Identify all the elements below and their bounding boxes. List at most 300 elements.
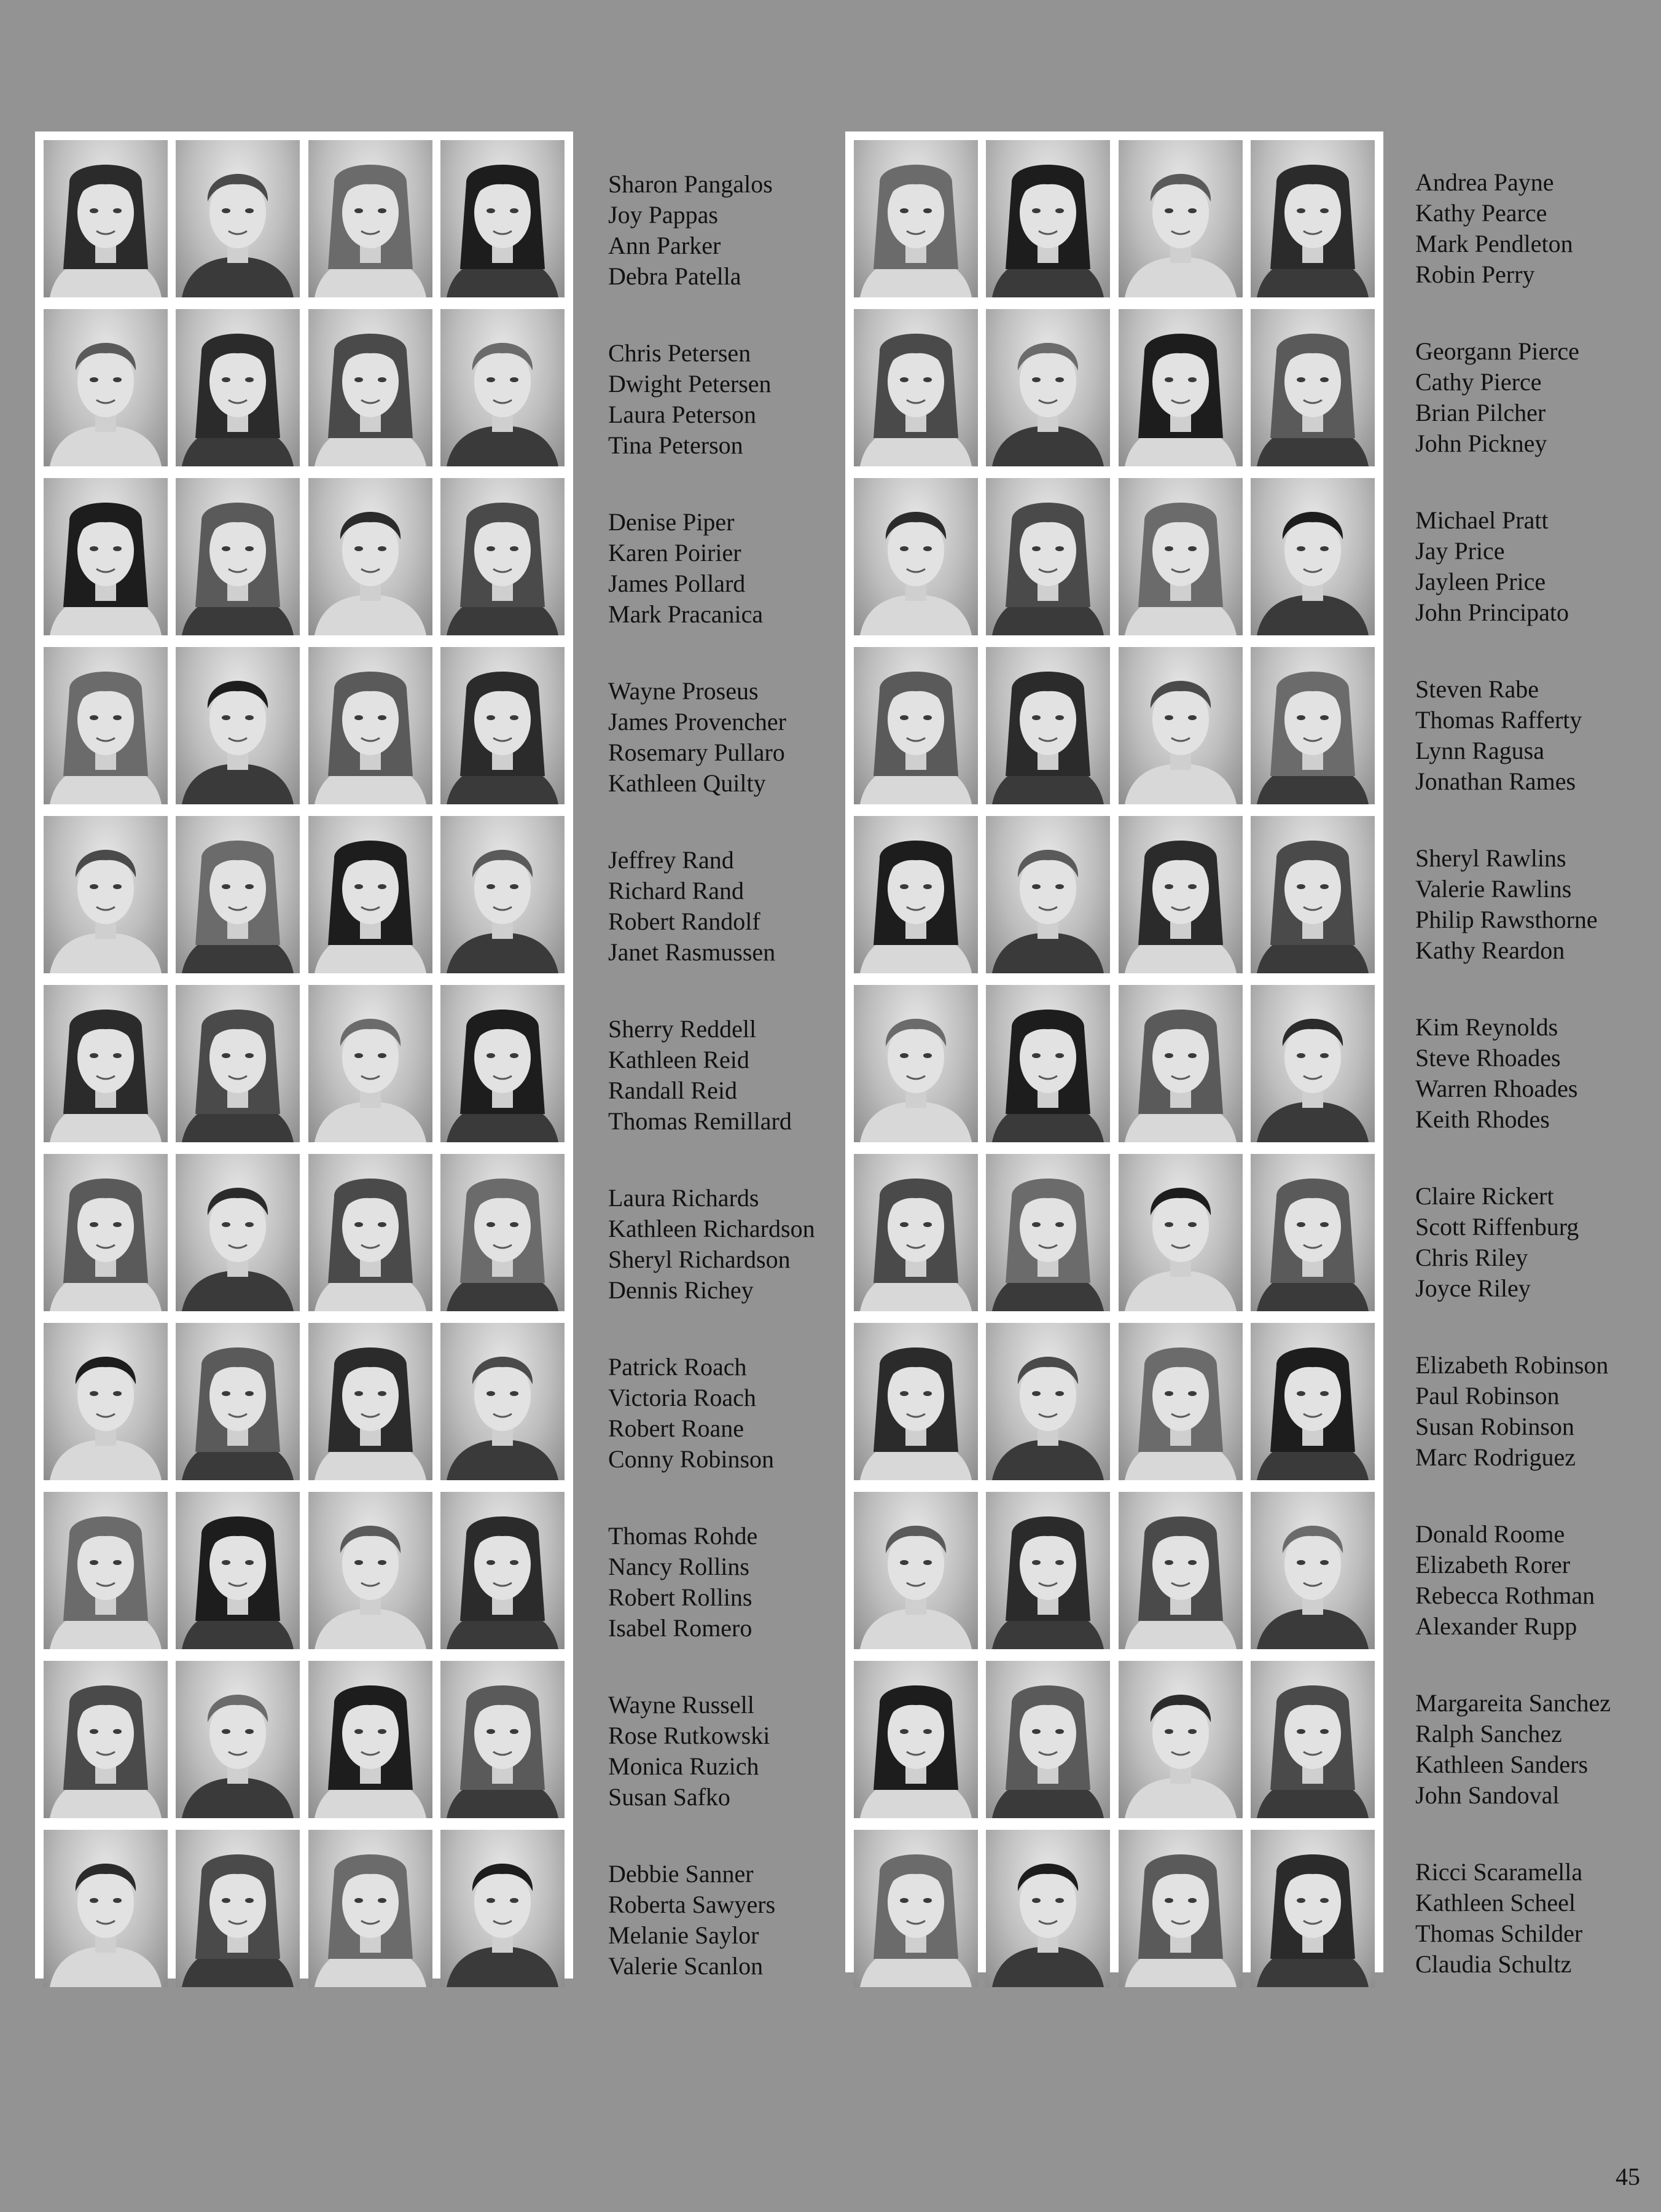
- portrait-graphic: [440, 1492, 565, 1649]
- portrait-graphic: [1251, 140, 1375, 297]
- student-name: Thomas Rafferty: [1415, 706, 1582, 734]
- student-name: James Pollard: [608, 570, 746, 597]
- student-portrait: [986, 1492, 1110, 1649]
- student-name: Monica Ruzich: [608, 1752, 759, 1780]
- student-name: Debbie Sanner: [608, 1860, 754, 1888]
- student-name: Georgann Pierce: [1415, 337, 1579, 365]
- portrait-graphic: [1119, 309, 1243, 466]
- student-name: Kathleen Scheel: [1415, 1889, 1576, 1916]
- student-portrait: [1251, 647, 1375, 804]
- photo-row: [854, 1492, 1375, 1649]
- name-group: [1415, 336, 1661, 459]
- portrait-graphic: [176, 647, 300, 804]
- name-group: [1415, 1350, 1661, 1473]
- student-name: Ann Parker: [608, 232, 721, 259]
- student-name: Robert Roane: [608, 1414, 745, 1442]
- student-portrait: [1251, 1154, 1375, 1311]
- student-portrait: [1119, 647, 1243, 804]
- portrait-graphic: [986, 1830, 1110, 1987]
- portrait-graphic: [1251, 1661, 1375, 1818]
- student-portrait: [854, 309, 978, 466]
- student-portrait: [986, 647, 1110, 804]
- portrait-graphic: [308, 816, 432, 973]
- portrait-graphic: [44, 647, 168, 804]
- student-portrait: [440, 1323, 565, 1480]
- student-portrait: [1119, 478, 1243, 635]
- student-portrait: [1251, 1492, 1375, 1649]
- portrait-graphic: [854, 478, 978, 635]
- student-portrait: [308, 647, 432, 804]
- student-name: John Sandoval: [1415, 1781, 1560, 1809]
- student-portrait: [44, 1323, 168, 1480]
- student-name: James Provencher: [608, 708, 786, 735]
- student-portrait: [1251, 478, 1375, 635]
- portrait-graphic: [440, 309, 565, 466]
- student-name: Tina Peterson: [608, 431, 743, 459]
- student-name: Lynn Ragusa: [1415, 737, 1544, 764]
- portrait-graphic: [44, 478, 168, 635]
- student-portrait: [1119, 1830, 1243, 1987]
- student-portrait: [176, 1830, 300, 1987]
- student-portrait: [44, 985, 168, 1142]
- portrait-graphic: [440, 140, 565, 297]
- student-name: Valerie Scanlon: [608, 1952, 764, 1980]
- portrait-graphic: [308, 140, 432, 297]
- portrait-graphic: [440, 1661, 565, 1818]
- student-portrait: [308, 1492, 432, 1649]
- student-portrait: [176, 816, 300, 973]
- student-name: Dwight Petersen: [608, 370, 772, 398]
- student-portrait: [854, 1830, 978, 1987]
- name-group: [1415, 1519, 1661, 1642]
- student-portrait: [440, 1661, 565, 1818]
- portrait-graphic: [986, 478, 1110, 635]
- portrait-graphic: [1251, 1830, 1375, 1987]
- photo-row: [854, 140, 1375, 297]
- photo-row: [44, 478, 565, 635]
- student-name: Susan Robinson: [1415, 1413, 1574, 1440]
- photo-row: [44, 1154, 565, 1311]
- student-name: Dennis Richey: [608, 1276, 754, 1304]
- portrait-graphic: [44, 1661, 168, 1818]
- name-group: [608, 1014, 866, 1137]
- photo-row: [854, 478, 1375, 635]
- portrait-graphic: [308, 309, 432, 466]
- right-photo-panel: [845, 131, 1383, 1972]
- student-name: Susan Safko: [608, 1783, 730, 1811]
- student-name: Laura Peterson: [608, 401, 757, 428]
- portrait-graphic: [1251, 478, 1375, 635]
- name-group: [608, 507, 866, 630]
- student-name: Andrea Payne: [1415, 168, 1554, 196]
- student-portrait: [854, 1154, 978, 1311]
- student-name: John Pickney: [1415, 429, 1547, 457]
- student-portrait: [440, 1830, 565, 1987]
- student-name: Robert Randolf: [608, 908, 760, 935]
- portrait-graphic: [44, 985, 168, 1142]
- portrait-graphic: [44, 309, 168, 466]
- student-portrait: [440, 1154, 565, 1311]
- student-name: Kathleen Quilty: [608, 769, 766, 797]
- student-portrait: [440, 1492, 565, 1649]
- student-name: Robin Perry: [1415, 261, 1535, 288]
- student-portrait: [44, 1661, 168, 1818]
- portrait-graphic: [440, 478, 565, 635]
- student-name: Kathleen Sanders: [1415, 1751, 1589, 1778]
- student-name: Elizabeth Robinson: [1415, 1351, 1609, 1379]
- student-portrait: [854, 140, 978, 297]
- student-name: Donald Roome: [1415, 1520, 1565, 1548]
- portrait-graphic: [854, 1830, 978, 1987]
- student-name: Kathleen Reid: [608, 1046, 749, 1073]
- student-portrait: [986, 1154, 1110, 1311]
- student-portrait: [308, 1323, 432, 1480]
- name-group: [608, 1521, 866, 1644]
- student-name: Roberta Sawyers: [608, 1891, 776, 1918]
- photo-row: [44, 1323, 565, 1480]
- photo-row: [854, 1154, 1375, 1311]
- student-name: Mark Pracanica: [608, 600, 764, 628]
- name-group: [608, 169, 866, 292]
- portrait-graphic: [44, 1492, 168, 1649]
- student-name: Mark Pendleton: [1415, 230, 1573, 257]
- student-name: Jayleen Price: [1415, 568, 1546, 595]
- student-portrait: [1119, 1323, 1243, 1480]
- student-name: Robert Rollins: [608, 1583, 752, 1611]
- student-portrait: [854, 1323, 978, 1480]
- student-name: Alexander Rupp: [1415, 1612, 1577, 1640]
- portrait-graphic: [1251, 1323, 1375, 1480]
- student-name: Michael Pratt: [1415, 506, 1549, 534]
- photo-row: [854, 1323, 1375, 1480]
- portrait-graphic: [1251, 647, 1375, 804]
- student-name: Rose Rutkowski: [608, 1722, 770, 1749]
- photo-row: [44, 1492, 565, 1649]
- student-portrait: [1251, 985, 1375, 1142]
- student-portrait: [986, 1830, 1110, 1987]
- student-name: Wayne Russell: [608, 1691, 754, 1719]
- student-portrait: [1251, 140, 1375, 297]
- photo-row: [854, 309, 1375, 466]
- portrait-graphic: [440, 1323, 565, 1480]
- portrait-graphic: [176, 1830, 300, 1987]
- student-name: Kathy Reardon: [1415, 936, 1565, 964]
- student-portrait: [986, 985, 1110, 1142]
- portrait-graphic: [854, 647, 978, 804]
- student-name: Nancy Rollins: [608, 1553, 749, 1580]
- portrait-graphic: [1119, 478, 1243, 635]
- student-name: Paul Robinson: [1415, 1382, 1560, 1410]
- portrait-graphic: [308, 985, 432, 1142]
- student-name: Karen Poirier: [608, 539, 741, 567]
- portrait-graphic: [440, 985, 565, 1142]
- photo-row: [44, 985, 565, 1142]
- student-name: Elizabeth Rorer: [1415, 1551, 1571, 1579]
- student-name: Jonathan Rames: [1415, 767, 1576, 795]
- portrait-graphic: [176, 1492, 300, 1649]
- student-name: Janet Rasmussen: [608, 938, 776, 966]
- student-name: Randall Reid: [608, 1077, 737, 1104]
- portrait-graphic: [176, 1154, 300, 1311]
- student-name: Thomas Remillard: [608, 1107, 792, 1135]
- student-name: Kim Reynolds: [1415, 1013, 1558, 1041]
- portrait-graphic: [176, 1661, 300, 1818]
- name-group: [1415, 1688, 1661, 1811]
- student-name: Cathy Pierce: [1415, 368, 1542, 396]
- photo-row: [854, 1661, 1375, 1818]
- portrait-graphic: [1251, 985, 1375, 1142]
- student-name: Jay Price: [1415, 537, 1505, 565]
- student-portrait: [176, 1154, 300, 1311]
- student-name: Isabel Romero: [608, 1614, 752, 1642]
- student-name: Chris Riley: [1415, 1244, 1528, 1271]
- student-portrait: [308, 1830, 432, 1987]
- portrait-graphic: [1251, 1154, 1375, 1311]
- student-name: Valerie Rawlins: [1415, 875, 1572, 903]
- portrait-graphic: [854, 1661, 978, 1818]
- portrait-graphic: [44, 140, 168, 297]
- student-name: Warren Rhoades: [1415, 1075, 1578, 1102]
- portrait-graphic: [986, 309, 1110, 466]
- student-portrait: [176, 647, 300, 804]
- student-name: Steven Rabe: [1415, 675, 1539, 703]
- student-name: Philip Rawsthorne: [1415, 906, 1598, 933]
- name-group: [1415, 505, 1661, 628]
- student-name: Patrick Roach: [608, 1353, 747, 1381]
- student-portrait: [986, 140, 1110, 297]
- name-group: [608, 1859, 866, 1982]
- page-number: 45: [1616, 2163, 1640, 2190]
- photo-row: [854, 647, 1375, 804]
- portrait-graphic: [176, 478, 300, 635]
- portrait-graphic: [986, 985, 1110, 1142]
- portrait-graphic: [308, 478, 432, 635]
- student-portrait: [176, 1661, 300, 1818]
- portrait-graphic: [44, 1323, 168, 1480]
- student-name: Melanie Saylor: [608, 1921, 759, 1949]
- portrait-graphic: [1251, 1492, 1375, 1649]
- student-portrait: [854, 1492, 978, 1649]
- student-portrait: [176, 478, 300, 635]
- student-name: Ricci Scaramella: [1415, 1858, 1583, 1886]
- portrait-graphic: [1119, 1661, 1243, 1818]
- student-name: Kathy Pearce: [1415, 199, 1547, 227]
- name-group: [608, 676, 866, 799]
- student-name: Conny Robinson: [608, 1445, 775, 1473]
- student-name: Joy Pappas: [608, 201, 718, 229]
- left-photo-panel: [35, 131, 573, 1979]
- portrait-graphic: [176, 140, 300, 297]
- student-portrait: [854, 1661, 978, 1818]
- portrait-graphic: [440, 1154, 565, 1311]
- portrait-graphic: [176, 1323, 300, 1480]
- student-portrait: [854, 647, 978, 804]
- student-name: Joyce Riley: [1415, 1274, 1531, 1302]
- portrait-graphic: [1251, 816, 1375, 973]
- student-portrait: [44, 140, 168, 297]
- name-group: [1415, 1181, 1661, 1304]
- student-portrait: [308, 1154, 432, 1311]
- name-group: [1415, 1857, 1661, 1980]
- student-name: John Principato: [1415, 598, 1569, 626]
- student-portrait: [1119, 140, 1243, 297]
- portrait-graphic: [986, 647, 1110, 804]
- photo-row: [854, 816, 1375, 973]
- student-portrait: [1251, 1830, 1375, 1987]
- student-name: Laura Richards: [608, 1184, 759, 1212]
- portrait-graphic: [854, 309, 978, 466]
- student-name: Thomas Rohde: [608, 1522, 758, 1550]
- student-name: Sheryl Richardson: [608, 1245, 791, 1273]
- student-name: Rebecca Rothman: [1415, 1582, 1595, 1609]
- student-portrait: [44, 1492, 168, 1649]
- name-group: [1415, 674, 1661, 797]
- student-name: Sherry Reddell: [608, 1015, 757, 1043]
- portrait-graphic: [1119, 140, 1243, 297]
- portrait-graphic: [1119, 1492, 1243, 1649]
- portrait-graphic: [854, 1492, 978, 1649]
- student-portrait: [1119, 1154, 1243, 1311]
- student-name: Steve Rhoades: [1415, 1044, 1561, 1072]
- student-portrait: [986, 1323, 1110, 1480]
- photo-row: [44, 1661, 565, 1818]
- student-name: Kathleen Richardson: [608, 1215, 815, 1242]
- student-portrait: [44, 816, 168, 973]
- portrait-graphic: [308, 1661, 432, 1818]
- student-portrait: [440, 140, 565, 297]
- student-portrait: [176, 309, 300, 466]
- portrait-graphic: [1119, 985, 1243, 1142]
- name-group: [608, 1352, 866, 1475]
- portrait-graphic: [986, 140, 1110, 297]
- student-portrait: [1251, 309, 1375, 466]
- student-name: Brian Pilcher: [1415, 399, 1546, 426]
- student-portrait: [986, 1661, 1110, 1818]
- student-portrait: [176, 1492, 300, 1649]
- portrait-graphic: [1251, 309, 1375, 466]
- portrait-graphic: [440, 1830, 565, 1987]
- student-name: Jeffrey Rand: [608, 846, 734, 874]
- portrait-graphic: [854, 140, 978, 297]
- photo-row: [44, 140, 565, 297]
- student-name: Thomas Schilder: [1415, 1920, 1583, 1947]
- student-portrait: [44, 647, 168, 804]
- photo-row: [44, 309, 565, 466]
- student-portrait: [854, 478, 978, 635]
- name-group: [1415, 167, 1661, 290]
- student-portrait: [986, 309, 1110, 466]
- name-group: [1415, 1012, 1661, 1135]
- name-group: [608, 338, 866, 461]
- portrait-graphic: [308, 1492, 432, 1649]
- student-portrait: [308, 816, 432, 973]
- student-name: Scott Riffenburg: [1415, 1213, 1579, 1241]
- student-portrait: [44, 1830, 168, 1987]
- student-portrait: [854, 985, 978, 1142]
- portrait-graphic: [308, 647, 432, 804]
- photo-row: [44, 1830, 565, 1987]
- portrait-graphic: [854, 816, 978, 973]
- student-name: Debra Patella: [608, 262, 741, 290]
- student-portrait: [176, 140, 300, 297]
- student-portrait: [440, 478, 565, 635]
- student-name: Keith Rhodes: [1415, 1105, 1550, 1133]
- portrait-graphic: [44, 1830, 168, 1987]
- student-portrait: [440, 647, 565, 804]
- student-portrait: [1119, 1492, 1243, 1649]
- student-name: Sheryl Rawlins: [1415, 844, 1566, 872]
- student-portrait: [1119, 816, 1243, 973]
- portrait-graphic: [308, 1323, 432, 1480]
- student-portrait: [1119, 309, 1243, 466]
- student-portrait: [986, 816, 1110, 973]
- student-portrait: [308, 478, 432, 635]
- portrait-graphic: [1119, 1830, 1243, 1987]
- student-name: Richard Rand: [608, 877, 745, 904]
- student-portrait: [44, 309, 168, 466]
- student-portrait: [308, 309, 432, 466]
- portrait-graphic: [854, 1323, 978, 1480]
- student-name: Claire Rickert: [1415, 1182, 1554, 1210]
- student-name: Victoria Roach: [608, 1384, 756, 1411]
- portrait-graphic: [986, 1323, 1110, 1480]
- student-portrait: [440, 309, 565, 466]
- photo-row: [854, 985, 1375, 1142]
- photo-row: [44, 647, 565, 804]
- portrait-graphic: [44, 816, 168, 973]
- student-name: Sharon Pangalos: [608, 170, 773, 198]
- student-name: Denise Piper: [608, 508, 735, 536]
- student-name: Claudia Schultz: [1415, 1950, 1572, 1978]
- portrait-graphic: [440, 816, 565, 973]
- portrait-graphic: [308, 1830, 432, 1987]
- name-group: [608, 1183, 866, 1306]
- student-name: Chris Petersen: [608, 339, 751, 367]
- student-portrait: [854, 816, 978, 973]
- student-name: Ralph Sanchez: [1415, 1720, 1562, 1747]
- student-name: Margareita Sanchez: [1415, 1689, 1611, 1717]
- student-portrait: [1119, 985, 1243, 1142]
- portrait-graphic: [986, 1492, 1110, 1649]
- student-portrait: [440, 816, 565, 973]
- name-group: [608, 1690, 866, 1813]
- portrait-graphic: [44, 1154, 168, 1311]
- name-group: [608, 845, 866, 968]
- photo-row: [854, 1830, 1375, 1987]
- student-portrait: [1251, 816, 1375, 973]
- portrait-graphic: [440, 647, 565, 804]
- student-portrait: [1251, 1323, 1375, 1480]
- portrait-graphic: [986, 1661, 1110, 1818]
- student-portrait: [308, 140, 432, 297]
- student-name: Wayne Proseus: [608, 677, 759, 705]
- student-portrait: [44, 1154, 168, 1311]
- student-portrait: [440, 985, 565, 1142]
- name-group: [1415, 843, 1661, 966]
- portrait-graphic: [1119, 647, 1243, 804]
- portrait-graphic: [854, 985, 978, 1142]
- student-portrait: [1251, 1661, 1375, 1818]
- portrait-graphic: [1119, 1154, 1243, 1311]
- student-portrait: [176, 1323, 300, 1480]
- portrait-graphic: [176, 309, 300, 466]
- student-name: Marc Rodriguez: [1415, 1443, 1576, 1471]
- portrait-graphic: [1119, 1323, 1243, 1480]
- student-portrait: [1119, 1661, 1243, 1818]
- portrait-graphic: [176, 816, 300, 973]
- photo-row: [44, 816, 565, 973]
- student-name: Rosemary Pullaro: [608, 739, 785, 766]
